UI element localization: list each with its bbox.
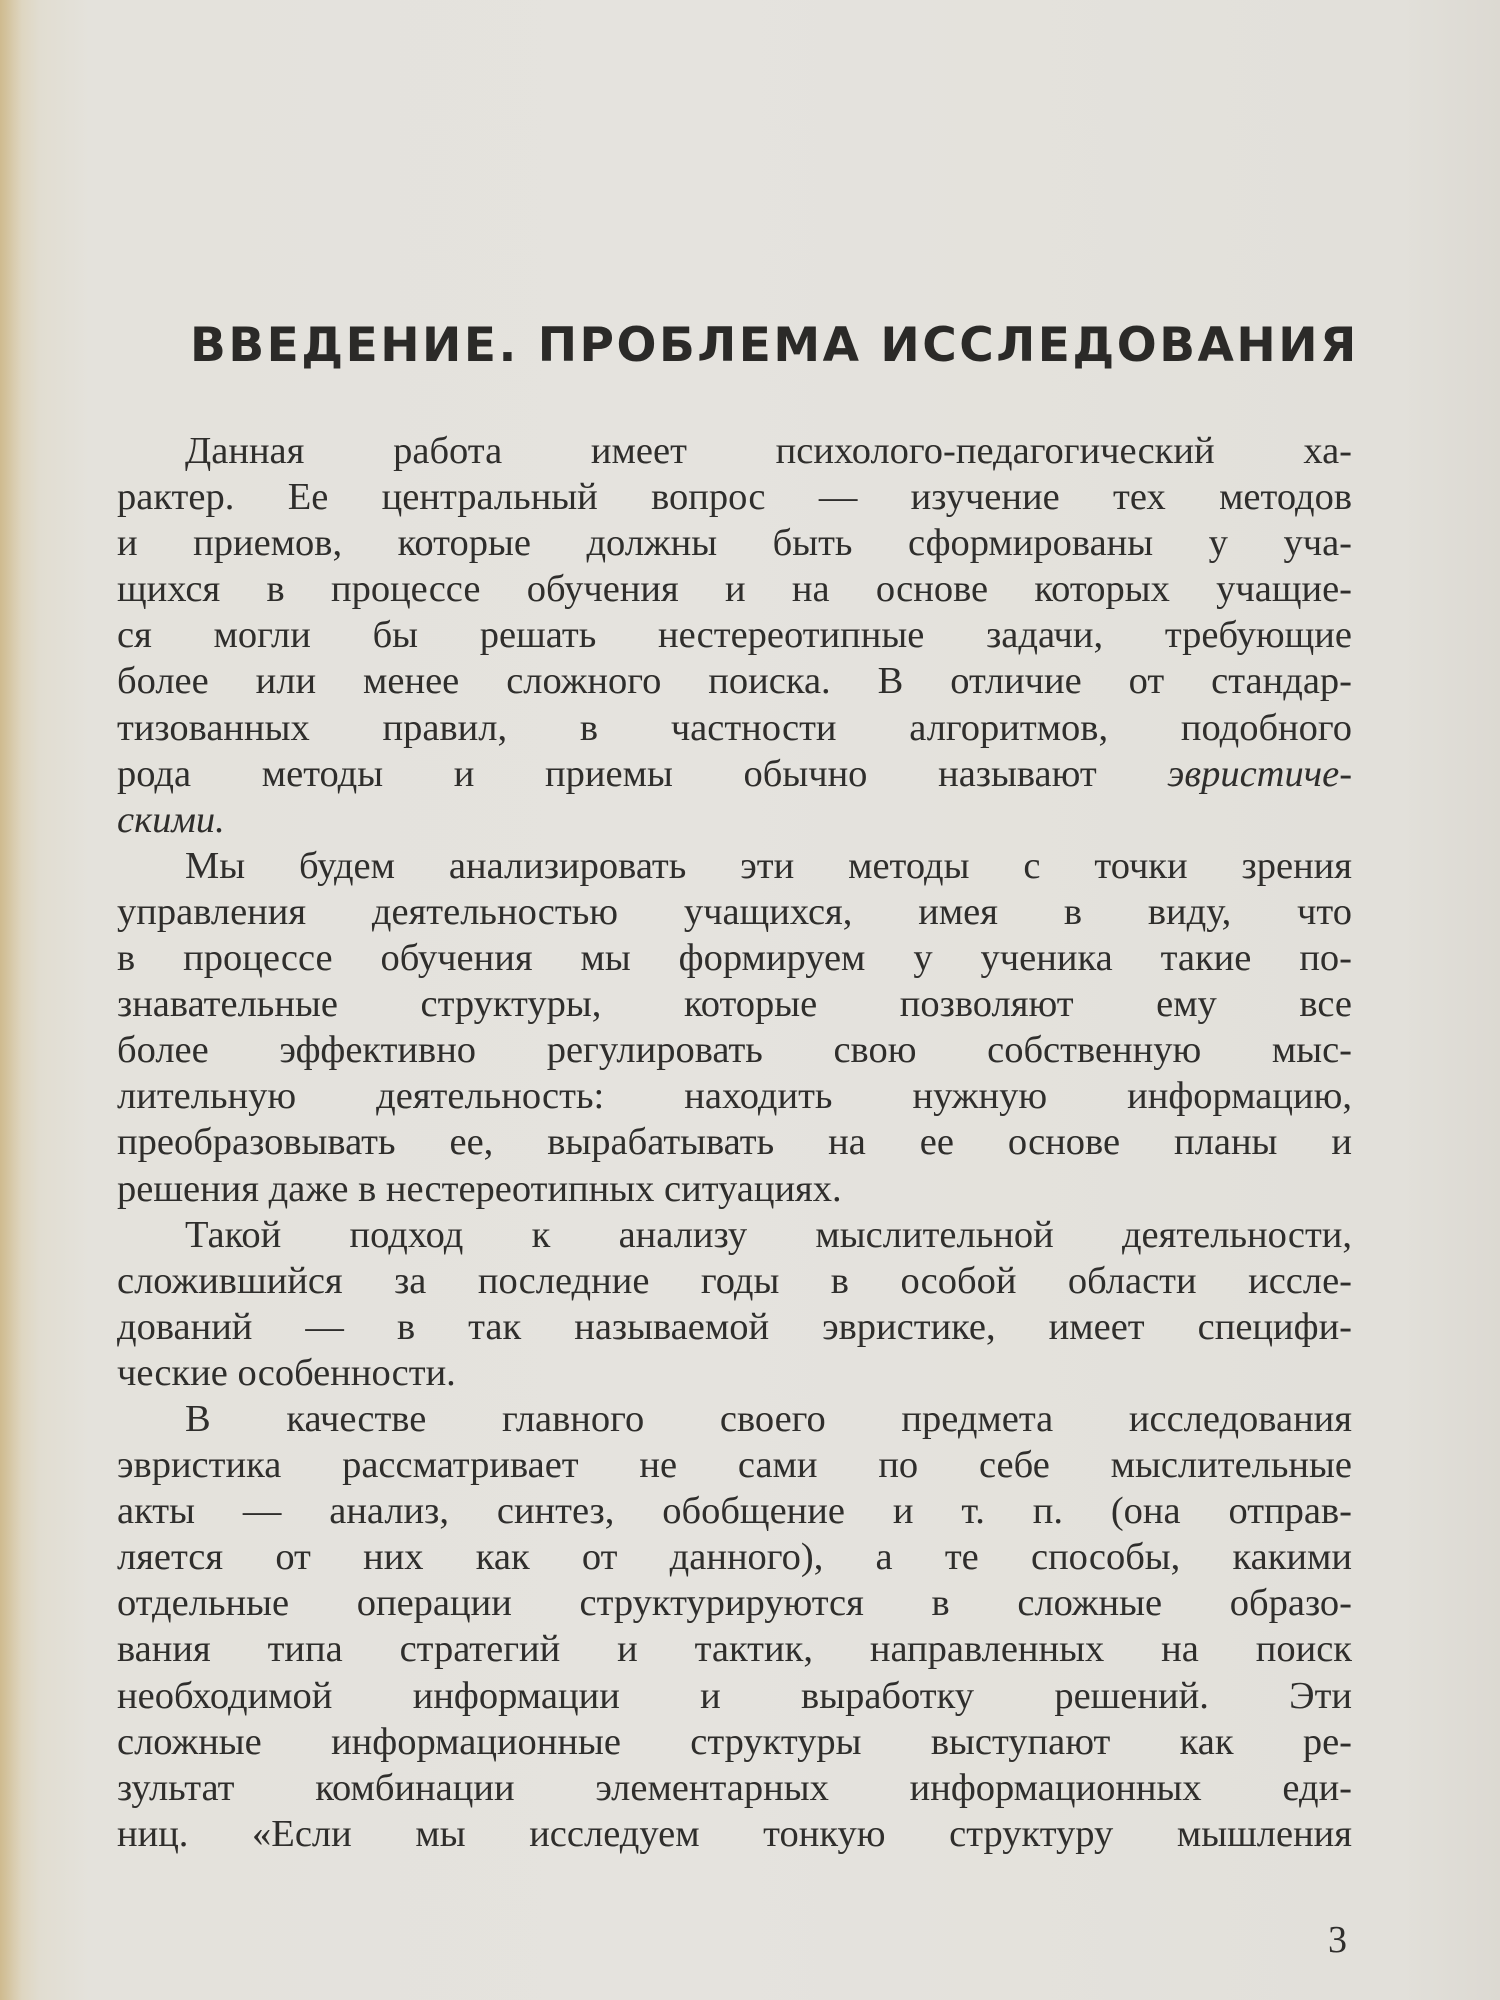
text-line: В качестве главного своего предмета исследования — [185, 1397, 1352, 1440]
text-line — [117, 751, 1352, 797]
page-number: 3 — [1328, 1919, 1347, 1961]
text-line: более эффективно регулировать свою собственную мыс- — [117, 1029, 1352, 1072]
text-line: преобразовывать ее, вырабатывать на ее основе планы и — [117, 1121, 1352, 1164]
text-line: Мы будем анализировать эти методы с точки зрения — [185, 844, 1352, 887]
text-line: сложившийся за последние годы в особой области иссле- — [117, 1259, 1352, 1302]
chapter-heading: ВВЕДЕНИЕ. ПРОБЛЕМА ИССЛЕДОВАНИЯ — [190, 318, 1359, 373]
text-line: знавательные структуры, которые позволяют ему все — [117, 983, 1352, 1026]
text-line: акты — анализ, синтез, обобщение и т. п. (она отправ- — [117, 1490, 1352, 1533]
text-line: ся могли бы решать нестереотипные задачи, требующие — [117, 614, 1352, 657]
text-line: дований — в так называемой эвристике, имеет специфи- — [117, 1305, 1352, 1348]
text-line-part: рода методы и приемы обычно называют — [117, 752, 1097, 795]
text-line: управления деятельностью учащихся, имея в виду, что — [117, 890, 1352, 933]
gutter-shadow — [0, 0, 22, 2000]
body-text — [117, 428, 1352, 1857]
text-line: Данная работа имеет психолого-педагогический ха- — [185, 430, 1352, 472]
text-line: Такой подход к анализу мыслительной деятельности, — [185, 1213, 1352, 1256]
text-line: скими. — [117, 798, 225, 841]
text-line: в процессе обучения мы формируем у ученика такие по- — [117, 937, 1352, 980]
text-line: ниц. «Если мы исследуем тонкую структуру мышления — [117, 1812, 1352, 1855]
text-line: рактер. Ее центральный вопрос — изучение тех методов — [117, 476, 1352, 519]
text-line: более или менее сложного поиска. В отличие от стандар- — [117, 660, 1352, 703]
text-line: сложные информационные структуры выступают как ре- — [117, 1720, 1352, 1763]
text-line: необходимой информации и выработку решений. Эти — [117, 1674, 1352, 1717]
text-line: эвристика рассматривает не сами по себе мыслительные — [117, 1444, 1352, 1487]
text-line: зультат комбинации элементарных информационных еди- — [117, 1766, 1352, 1809]
italic-term: эвристиче- — [1167, 752, 1353, 795]
text-line: лительную деятельность: находить нужную информацию, — [117, 1075, 1352, 1118]
text-line: тизованных правил, в частности алгоритмов, подобного — [117, 706, 1352, 749]
text-line: и приемов, которые должны быть сформированы у уча- — [117, 522, 1352, 565]
text-line: вания типа стратегий и тактик, направленных на поиск — [117, 1628, 1352, 1671]
text-line: ческие особенности. — [117, 1351, 456, 1394]
text-line: решения даже в нестереотипных ситуациях. — [117, 1167, 842, 1210]
text-line: щихся в процессе обучения и на основе которых учащие- — [117, 568, 1352, 611]
text-line: отдельные операции структурируются в сложные образо- — [117, 1582, 1352, 1625]
text-line: ляется от них как от данного), а те способы, какими — [117, 1536, 1352, 1579]
